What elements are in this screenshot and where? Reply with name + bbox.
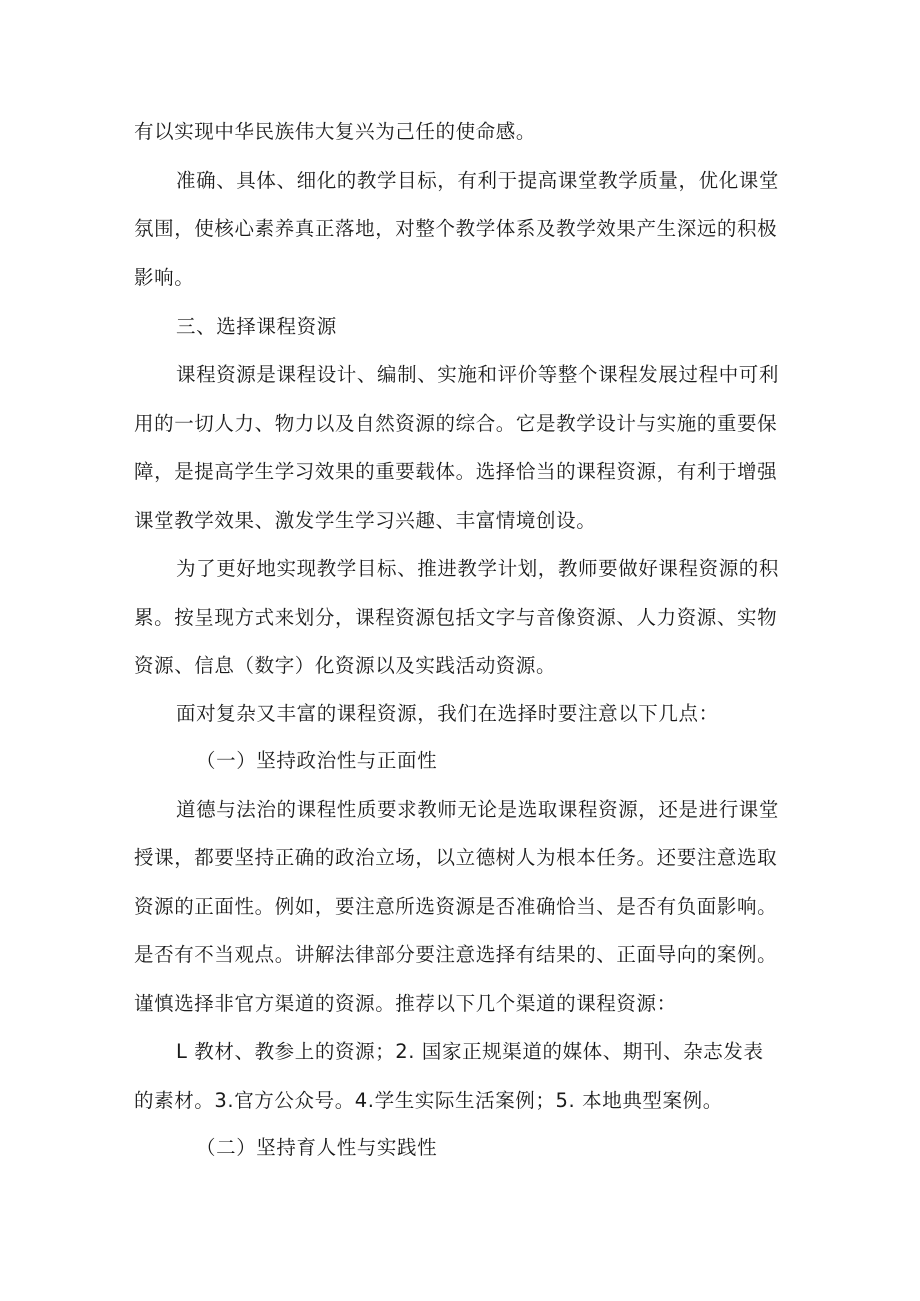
text-line: 用的一切人力、物力以及自然资源的综合。它是教学设计与实施的重要保: [134, 412, 778, 435]
text-line: 障，是提高学生学习效果的重要载体。选择恰当的课程资源，有利于增强: [134, 460, 778, 483]
paragraph-first-line: 准确、具体、细化的教学目标，有利于提高课堂教学质量，优化课堂: [176, 169, 780, 192]
text-line: 授课，都要坚持正确的政治立场，以立德树人为根本任务。还要注意选取: [134, 846, 778, 869]
paragraph-first-line: 面对复杂又丰富的课程资源，我们在选择时要注意以下几点：: [176, 702, 719, 725]
text-line: 累。按呈现方式来划分，课程资源包括文字与音像资源、人力资源、实物: [134, 606, 778, 629]
text-line: 有以实现中华民族伟大复兴为己任的使命感。: [134, 120, 537, 143]
paragraph-first-line: 道德与法治的课程性质要求教师无论是选取课程资源，还是进行课堂: [176, 798, 780, 821]
text-line: 是否有不当观点。讲解法律部分要注意选择有结果的、正面导向的案例。: [134, 943, 778, 966]
section-heading: 三、选择课程资源: [176, 315, 337, 338]
text-line: 影响。: [134, 266, 195, 289]
text-line: 氛围，使核心素养真正落地，对整个教学体系及教学效果产生深远的积极: [134, 217, 778, 240]
text-line: 谨慎选择非官方渠道的资源。推荐以下几个渠道的课程资源：: [134, 992, 677, 1015]
paragraph-first-line: 课程资源是课程设计、编制、实施和评价等整个课程发展过程中可利: [176, 363, 780, 386]
text-line: 课堂教学效果、激发学生学习兴趣、丰富情境创设。: [134, 509, 597, 532]
subsection-heading: （二）坚持育人性与实践性: [196, 1136, 438, 1159]
paragraph-first-line: 为了更好地实现教学目标、推进教学计划，教师要做好课程资源的积: [176, 557, 780, 580]
text-line: 资源、信息（数字）化资源以及实践活动资源。: [134, 654, 557, 677]
paragraph-first-line: L 教材、教参上的资源；2. 国家正规渠道的媒体、期刊、杂志发表: [176, 1040, 764, 1063]
text-line: 资源的正面性。例如，要注意所选资源是否准确恰当、是否有负面影响。: [134, 895, 778, 918]
subsection-heading: （一）坚持政治性与正面性: [196, 749, 438, 772]
text-line: 的素材。3.官方公众号。4.学生实际生活案例；5. 本地典型案例。: [134, 1089, 723, 1112]
